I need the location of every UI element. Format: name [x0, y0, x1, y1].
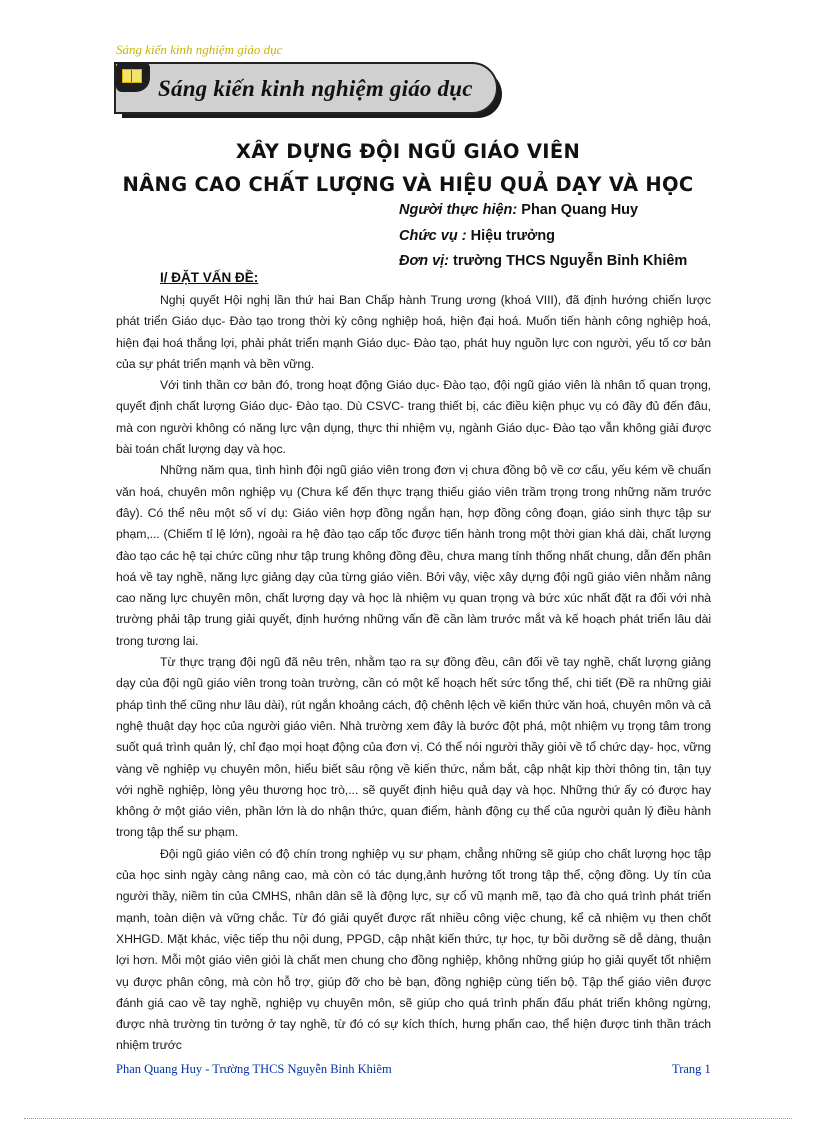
footer-divider: [24, 1118, 792, 1119]
document-title-line-2: NÂNG CAO CHẤT LƯỢNG VÀ HIỆU QUẢ DẠY VÀ HỌC: [122, 173, 694, 196]
author-line: [399, 202, 638, 218]
page-number: Trang 1: [672, 1062, 711, 1076]
book-shape: [122, 69, 142, 83]
paragraph: Những năm qua, tình hình đội ngũ giáo viên trong đơn vị chưa đồng bộ về cơ cấu, yếu kém về chuẩn văn hoá, chuyên môn nghiệp vụ (Chưa kể đến thực trạng thiếu giáo viên trầm trọng trong những năm trước đây). Có thể nêu một số ví dụ: Giáo viên hợp đồng ngắn hạn, hợp đồng công đoạn, giáo sinh thực tập sư phạm,... (Chiếm tỉ lệ lớn), ngoài ra hệ đào tạo cấp tốc được tiến hành trong một thời gian khá dài, chất lượng đào tạo các hệ tại chức cũng như tập trung không đồng đều, chưa mang tính thống nhất chung, dẫn đến phân hoá về tay nghề, năng lực giảng dạy của từng giáo viên. Bởi vậy, việc xây dựng đội ngũ giáo viên nhằm nâng cao năng lực chuyên môn, chất lượng dạy và học là nhiệm vụ quan trọng và bức xúc nhất đặt ra đối với nhà trường phải tập trung giải quyết, định hướng những vấn đề cần làm trước mắt và kế hoạch phát triển lâu dài trong tương lai.: [116, 463, 711, 648]
paragraph: Nghị quyết Hội nghị lần thứ hai Ban Chấp hành Trung ương (khoá VIII), đã định hướng chiến lược phát triển Giáo dục- Đào tạo trong thời kỳ công nghiệp hoá, hiện đại hoá. Muốn tiến hành công nghiệp hoá, hiện đại hoá thắng lợi, phải phát triển mạnh Giáo dục- Đào tạo, phát huy nguồn lực con người, yếu tố cơ bản của sự phát triển mạnh và bền vững.: [116, 293, 711, 371]
unit-line: [399, 253, 687, 269]
unit-value: trường THCS Nguyễn Bỉnh Khiêm: [449, 253, 688, 269]
section-heading: I/ ĐẶT VẤN ĐỀ:: [160, 270, 259, 285]
position-label: Chức vụ :: [399, 228, 467, 244]
paragraph: Đội ngũ giáo viên có độ chín trong nghiệp vụ sư phạm, chẳng những sẽ giúp cho chất lượng học tập của học sinh ngày càng nâng cao, mà còn có tác dụng,ảnh hưởng tốt trong tập thể, cộng đồng. Uy tín của người thầy, niềm tin của CMHS, nhân dân sẽ là động lực, sự cổ vũ mạnh mẽ, tạo đà cho quá trình phát triển mạnh, toàn diện và vững chắc. Từ đó giải quyết được rất nhiều công việc chung, kể cả nhiệm vụ then chốt XHHGD. Mặt khác, việc tiếp thu nội dung, PPGD, cập nhật kiến thức, tự học, tự bồi dưỡng sẽ dễ dàng, thuận lợi hơn. Mỗi một giáo viên giỏi là chất men chung cho đồng nghiệp, không những giúp họ giải quyết tốt nhiệm vụ được phân công, mà còn hỗ trợ, giúp đỡ cho bè bạn, đồng nghiệp cùng tiến bộ. Tập thể giáo viên được đánh giá cao về tay nghề, nghiệp vụ chuyên môn, sẽ giúp cho quá trình phấn đấu phát triển không ngừng, được nhà trường tin tưởng ở tay nghề, từ đó có sự kích thích, hưng phấn cao, thể hiện được tinh thần trách nhiệm trước: [116, 846, 711, 1053]
body-text: [116, 290, 711, 1057]
paragraph: Từ thực trạng đội ngũ đã nêu trên, nhằm tạo ra sự đồng đều, cân đối về tay nghề, chất lượng giảng dạy của đội ngũ giáo viên trong toàn trường, cần có một kế hoạch hết sức tổng thể, chi tiết (Đề ra những giải pháp tình thế cũng như lâu dài), rút ngắn khoảng cách, độ chênh lệch về kiến thức văn hoá, chuyên môn và cả nghệ thuật dạy học của người giáo viên. Nhà trường xem đây là bước đột phá, một nhiệm vụ trọng tâm trong suốt quá trình quản lý, chỉ đạo mọi hoạt động của đơn vị. Có thể nói người thầy giỏi về tổ chức dạy- học, vững vàng về nghiệp vụ chuyên môn, hiểu biết sâu rộng về kiến thức, nắm bắt, cập nhật kịp thời thông tin, tận tụy với nghề nghiệp, lòng yêu thương học trò,... sẽ quyết định hiệu quả dạy và học. Những thứ ấy có được hay không ở một giáo viên, phần lớn là do nhận thức, quan điểm, hành động cụ thể của người quản lý điều hành trong tập thể sư phạm.: [116, 655, 711, 840]
unit-label: Đơn vị:: [399, 253, 450, 269]
author-value: Phan Quang Huy: [517, 202, 639, 218]
running-header: Sáng kiến kinh nghiệm giáo dục: [116, 42, 283, 57]
footer-author: Phan Quang Huy - Trường THCS Nguyễn Bỉnh Khiêm: [116, 1062, 392, 1076]
document-title-line-1: XÂY DỰNG ĐỘI NGŨ GIÁO VIÊN: [235, 140, 581, 163]
paragraph: Với tinh thần cơ bản đó, trong hoạt động Giáo dục- Đào tạo, đội ngũ giáo viên là nhân tố quan trọng, quyết định chất lượng Giáo dục- Đào tạo. Dù CSVC- trang thiết bị, các điều kiện phục vụ có đầy đủ đến đâu, mà con người không có năng lực vận dụng, thực thi nhiệm vụ, ngành Giáo dục- Đào tạo vẫn không giải được bài toán chất lượng dạy và học.: [116, 378, 711, 457]
position-value: Hiệu trưởng: [466, 228, 556, 244]
book-icon: [116, 62, 150, 92]
position-line: [399, 228, 555, 244]
author-label: Người thực hiện:: [399, 202, 518, 218]
banner: [114, 62, 498, 114]
banner-title: Sáng kiến kinh nghiệm giáo dục: [158, 76, 473, 101]
